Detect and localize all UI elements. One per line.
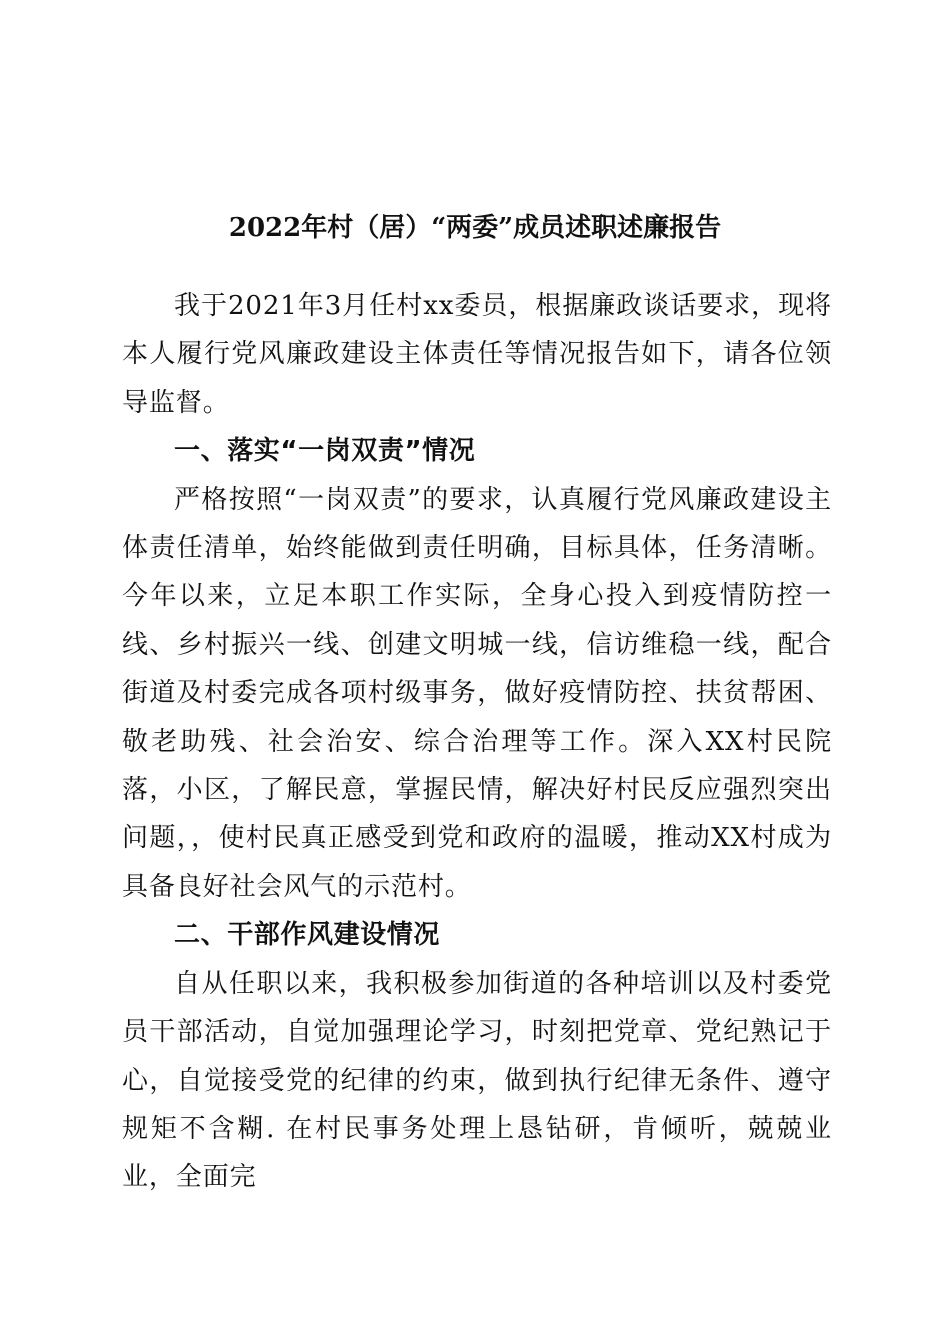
section-heading-2: 二、干部作风建设情况 [174,920,441,951]
section-body-2: 自从任职以来，我积极参加街道的各种培训以及村委党员干部活动，自觉加强理论学习，时刻把党章、党纪熟记于心，自觉接受党的纪律的约束，做到执行纪律无条件、遵守规矩不含糊. 在村民事务处理上恳钻研，肯倾听，兢兢业业，全面完 [122,968,832,1193]
section-heading-1: 一、落实“一岗双责”情况 [174,436,476,467]
document-body [122,282,832,1202]
section-body-1: 严格按照“一岗双责”的要求，认真履行党风廉政建设主体责任清单，始终能做到责任明确，目标具体，任务清晰。今年以来，立足本职工作实际，全身心投入到疫情防控一线、乡村振兴一线、创建文明城一线，信访维稳一线，配合街道及村委完成各项村级事务，做好疫情防控、扶贫帮困、敬老助残、社会治安、综合治理等工作。深入XX村民院落，小区，了解民意，掌握民情，解决好村民反应强烈突出问题，，使村民真正感受到党和政府的温暖，推动XX村成为具备良好社会风气的示范村。 [122,484,832,902]
document-title: 2022年村（居）“两委”成员述职述廉报告 [228,213,722,243]
intro-paragraph: 我于2021年3月任村xx委员，根据廉政谈话要求，现将本人履行党风廉政建设主体责任等情况报告如下，请各位领导监督。 [122,291,832,418]
